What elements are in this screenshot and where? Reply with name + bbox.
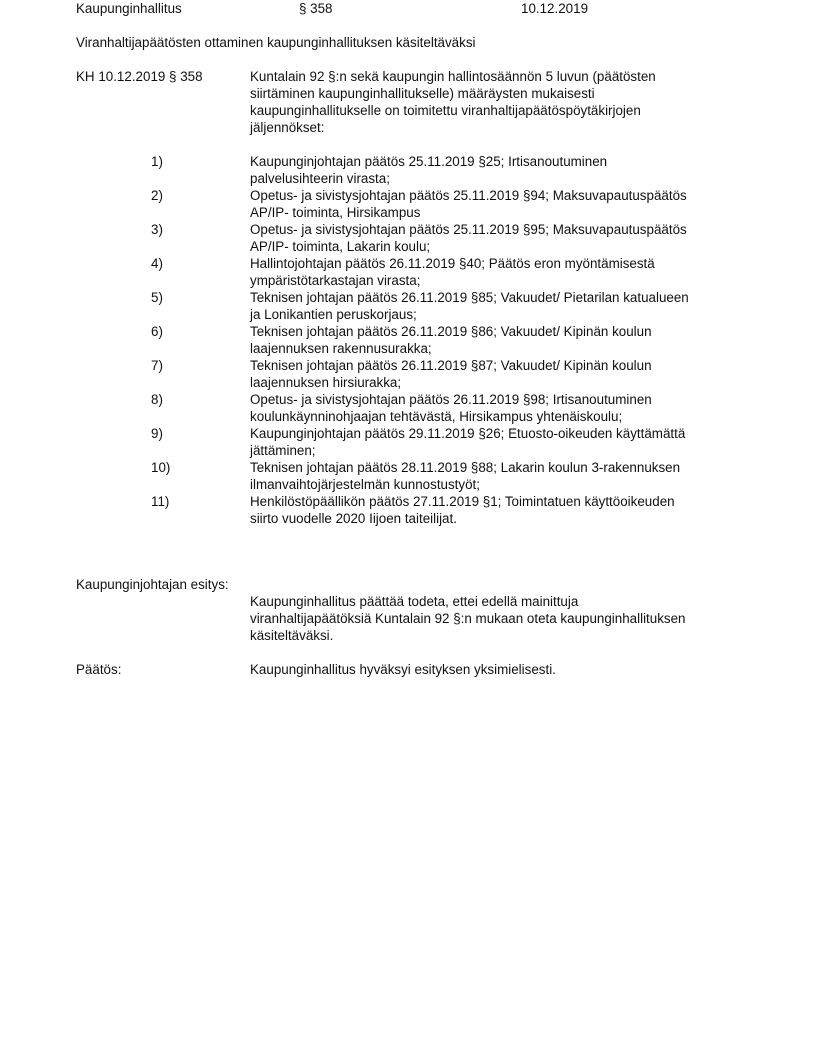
intro-line: jäljennökset: — [250, 120, 325, 135]
proposal-line: käsiteltäväksi. — [250, 628, 334, 643]
intro-line: siirtäminen kaupunginhallitukselle) määräysten mukaisesti — [250, 86, 595, 101]
meeting-reference: KH 10.12.2019 § 358 — [76, 69, 203, 84]
list-item-line: ympäristötarkastajan virasta; — [250, 273, 421, 288]
list-item-number: 8) — [151, 392, 163, 407]
list-item — [250, 459, 750, 493]
list-item-line: Hallintojohtajan päätös 26.11.2019 §40; Päätös eron myöntämisestä — [250, 256, 655, 271]
list-item — [250, 391, 750, 425]
list-item-number: 11) — [151, 494, 170, 509]
header-section: § 358 — [299, 1, 333, 16]
list-item — [250, 493, 750, 527]
list-item-line: koulunkäynninohjaajan tehtävästä, Hirsikampus yhtenäiskoulu; — [250, 409, 623, 424]
list-item-line: laajennuksen rakennusurakka; — [250, 341, 432, 356]
list-item-number: 5) — [151, 290, 163, 305]
list-item-number: 10) — [151, 460, 171, 475]
decision-label: Päätös: — [76, 662, 122, 677]
list-item-line: Teknisen johtajan päätös 26.11.2019 §85; Vakuudet/ Pietarilan katualueen — [250, 290, 689, 305]
proposal-line: viranhaltijapäätöksiä Kuntalain 92 §:n mukaan oteta kaupunginhallituksen — [250, 611, 686, 626]
intro-line: Kuntalain 92 §:n sekä kaupungin hallintosäännön 5 luvun (päätösten — [250, 69, 656, 84]
list-item-line: ilmanvaihtojärjestelmän kunnostustyöt; — [250, 477, 480, 492]
list-item — [250, 221, 750, 255]
list-item-number: 6) — [151, 324, 163, 339]
list-item-line: Teknisen johtajan päätös 26.11.2019 §87; Vakuudet/ Kipinän koulun — [250, 358, 652, 373]
list-item-line: AP/IP- toiminta, Lakarin koulu; — [250, 239, 431, 254]
proposal-line: Kaupunginhallitus päättää todeta, ettei edellä mainittuja — [250, 594, 579, 609]
list-item-line: Kaupunginjohtajan päätös 29.11.2019 §26; Etuosto-oikeuden käyttämättä — [250, 426, 686, 441]
list-item-line: Opetus- ja sivistysjohtajan päätös 25.11.2019 §94; Maksuvapautuspäätös — [250, 188, 687, 203]
list-item-line: laajennuksen hirsiurakka; — [250, 375, 402, 390]
list-item-line: Henkilöstöpäällikön päätös 27.11.2019 §1; Toimintatuen käyttöoikeuden — [250, 494, 675, 509]
list-item — [250, 153, 750, 187]
list-item-line: Kaupunginjohtajan päätös 25.11.2019 §25; Irtisanoutuminen — [250, 154, 608, 169]
header-date: 10.12.2019 — [521, 1, 589, 16]
header-body: Kaupunginhallitus — [76, 1, 182, 16]
list-item-line: Opetus- ja sivistysjohtajan päätös 25.11.2019 §95; Maksuvapautuspäätös — [250, 222, 687, 237]
list-item — [250, 255, 750, 289]
list-item-line: AP/IP- toiminta, Hirsikampus — [250, 205, 421, 220]
document-title: Viranhaltijapäätösten ottaminen kaupunginhallituksen käsiteltäväksi — [76, 35, 476, 50]
list-item-number: 1) — [151, 154, 163, 169]
list-item-line: jättäminen; — [250, 443, 316, 458]
list-item-line: Teknisen johtajan päätös 28.11.2019 §88; Lakarin koulun 3-rakennuksen — [250, 460, 681, 475]
list-item — [250, 187, 750, 221]
intro-line: kaupunginhallitukselle on toimitettu viranhaltijapäätöspöytäkirjojen — [250, 103, 641, 118]
proposal-label: Kaupunginjohtajan esitys: — [76, 577, 229, 592]
list-item-line: Teknisen johtajan päätös 26.11.2019 §86; Vakuudet/ Kipinän koulun — [250, 324, 652, 339]
list-item-number: 7) — [151, 358, 163, 373]
list-item — [250, 425, 750, 459]
list-item-number: 4) — [151, 256, 163, 271]
list-item-number: 9) — [151, 426, 163, 441]
list-item — [250, 323, 750, 357]
list-item — [250, 357, 750, 391]
list-item-line: Opetus- ja sivistysjohtajan päätös 26.11.2019 §98; Irtisanoutuminen — [250, 392, 652, 407]
list-item — [250, 289, 750, 323]
list-item-line: siirto vuodelle 2020 Iijoen taiteilijat. — [250, 511, 457, 526]
list-item-line: ja Lonikantien peruskorjaus; — [250, 307, 417, 322]
list-item-line: palvelusihteerin virasta; — [250, 171, 390, 186]
list-item-number: 3) — [151, 222, 163, 237]
list-item-number: 2) — [151, 188, 163, 203]
intro-paragraph — [250, 68, 750, 136]
proposal-text — [250, 593, 750, 644]
decision-text: Kaupunginhallitus hyväksyi esityksen yksimielisesti. — [250, 662, 556, 677]
